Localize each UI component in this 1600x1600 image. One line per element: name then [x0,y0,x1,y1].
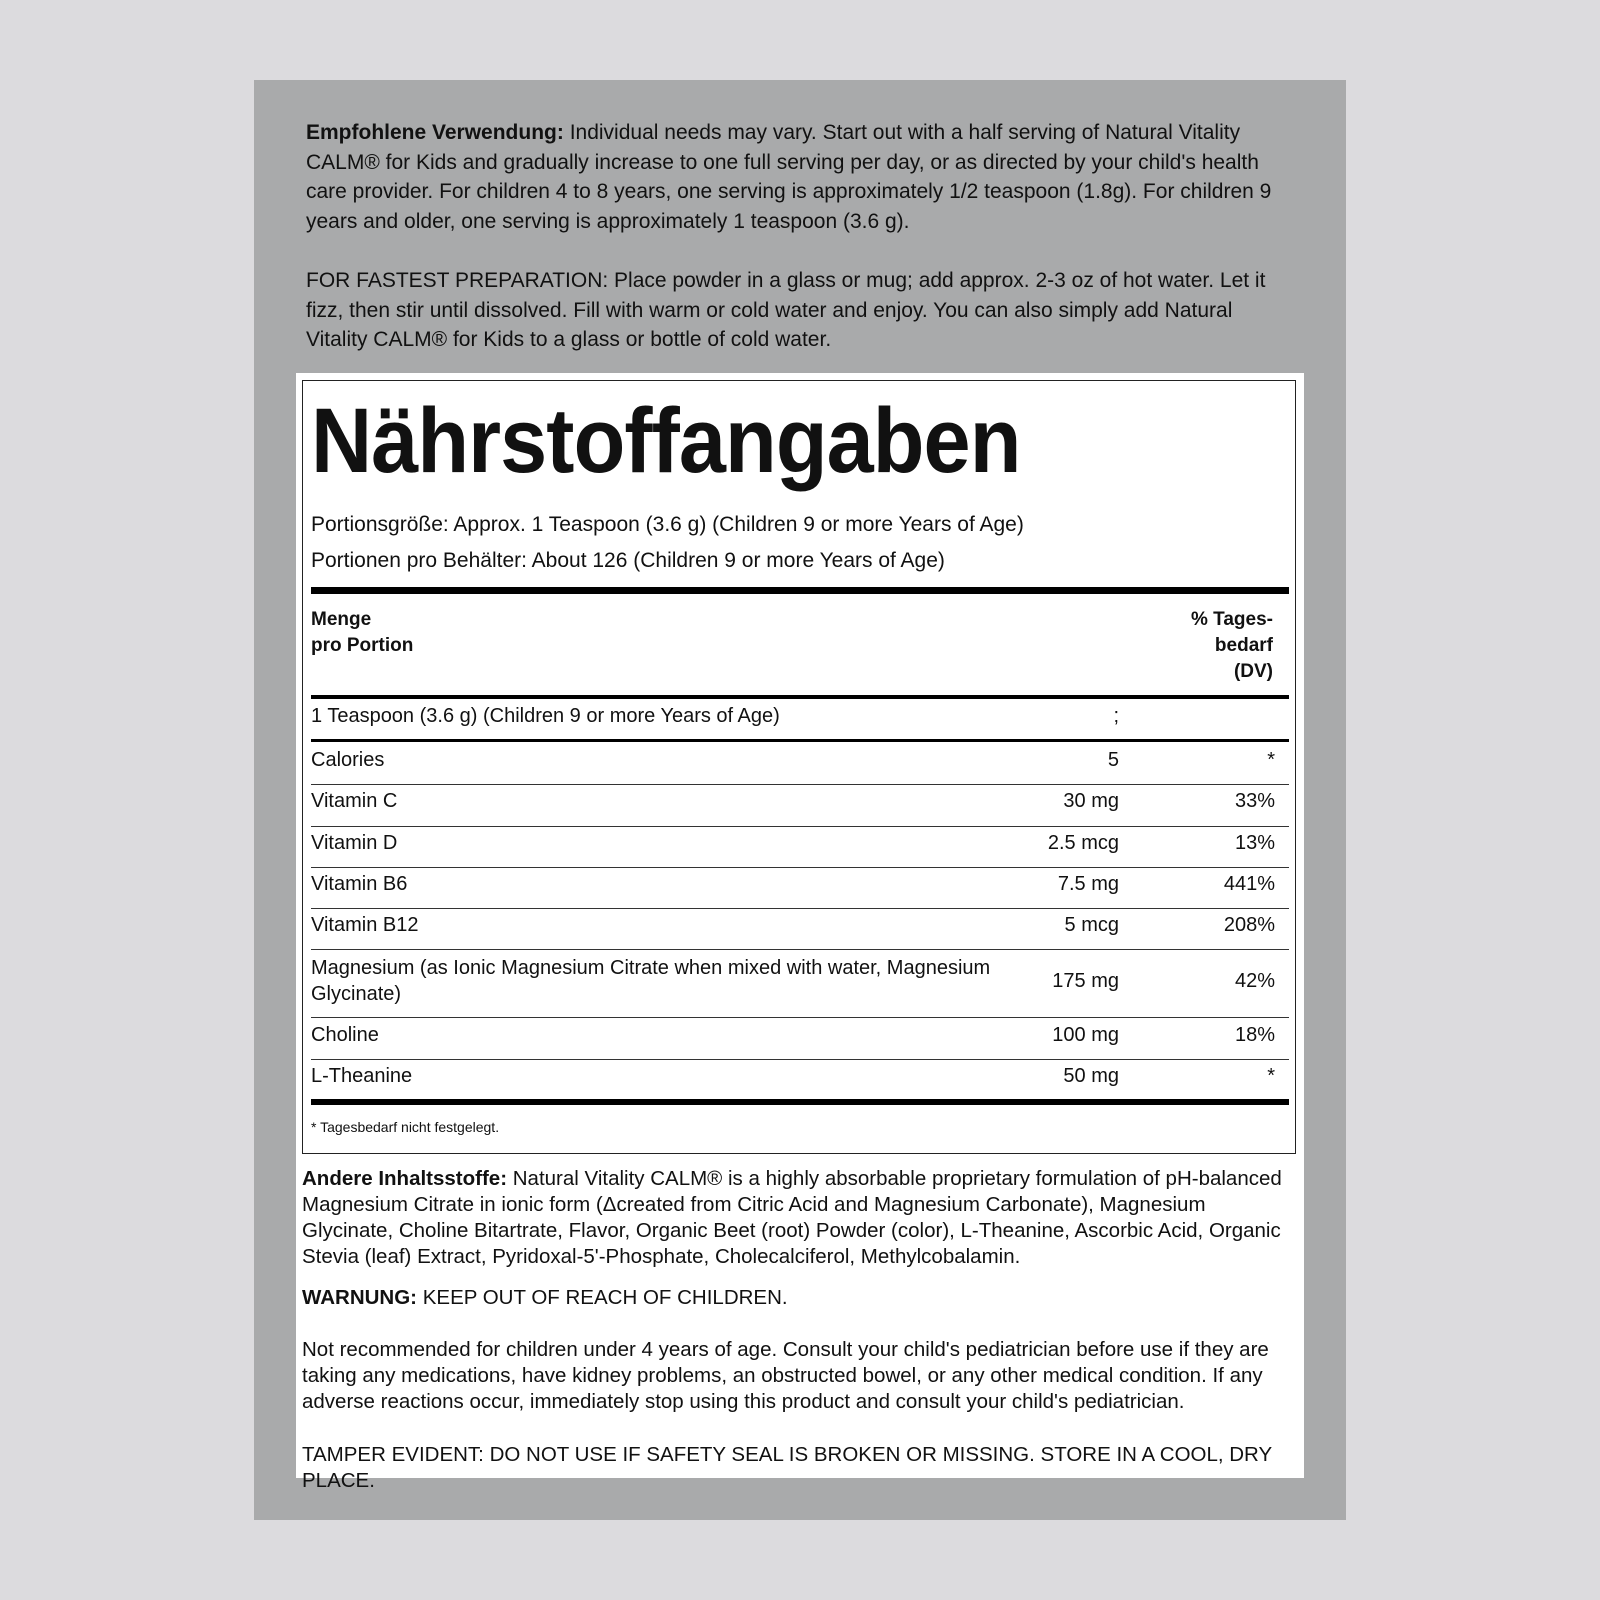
row-divider [311,1017,1289,1018]
header-dv-line3: (DV) [1233,661,1273,682]
servings-per-container: Portionen pro Behälter: About 126 (Children 9 or more Years of Age) [311,549,945,572]
row-divider [311,908,1289,909]
directions-paragraph [306,118,1296,236]
tamper-notice: TAMPER EVIDENT: DO NOT USE IF SAFETY SEAL IS BROKEN OR MISSING. STORE IN A COOL, DRY PLACE. [302,1443,1272,1492]
nutrient-name-line2: Glycinate) [311,983,402,1005]
other-ingredients-text: Natural Vitality CALM® is a highly absorbable proprietary formulation of pH-balanced Magnesium Citrate in ionic form (Δcreated from Citric Acid and Magnesium Carbonate), Magnesium Glycinate, Choline Bitartrate, Flavor, Organic Beet (root) Powder (color), L-Theanine, Ascorbic Acid, Organic Stevia (leaf) Extract, Pyridoxal-5'-Phosphate, Cholecalciferol, Methylcobalamin. [302,1167,1282,1268]
nutrient-name: Vitamin B12 [311,914,419,936]
nutrient-amount: 7.5 mg [1057,873,1119,895]
nutrient-name: Choline [311,1024,379,1046]
nutrient-amount: 175 mg [1052,970,1119,992]
nutrient-amount: 100 mg [1052,1024,1119,1046]
preparation-paragraph: FOR FASTEST PREPARATION: Place powder in a glass or mug; add approx. 2-3 oz of hot water. Let it fizz, then stir until dissolved. Fill with warm or cold water and enjoy. You can also simply add Natural Vitality CALM® for Kids to a glass or bottle of cold water. [306,269,1266,351]
header-amount [311,607,413,659]
other-ingredients [302,1166,1302,1270]
nutrient-name: Calories [311,749,385,771]
header-amount-line2: pro Portion [311,635,414,656]
header-dv [1191,607,1273,685]
subheader-label: 1 Teaspoon (3.6 g) (Children 9 or more Years of Age) [311,705,780,727]
rule-medium [311,695,1289,699]
nutrient-name [311,955,990,1007]
row-divider [311,826,1289,827]
nutrient-name: Vitamin B6 [311,873,408,895]
warning [302,1285,1302,1311]
nutrient-dv: * [1267,1065,1275,1087]
directions-label: Empfohlene Verwendung: [306,121,564,144]
subheader-value: ; [1113,705,1119,727]
nutrient-name: Vitamin C [311,790,398,812]
nutrient-dv: 441% [1223,873,1275,895]
nutrient-amount: 5 [1107,749,1119,771]
nutrient-amount: 5 mcg [1064,914,1119,936]
footnote: * Tagesbedarf nicht festgelegt. [311,1119,500,1135]
row-divider [311,784,1289,785]
nutrition-facts-box [302,380,1296,1154]
nutrient-amount: 2.5 mcg [1047,832,1119,854]
nutrient-name-line1: Magnesium (as Ionic Magnesium Citrate when mixed with water, Magnesium [311,957,991,979]
nutrient-dv: * [1267,749,1275,771]
row-divider [311,949,1289,950]
nutrient-name: Vitamin D [311,832,398,854]
row-divider [311,1059,1289,1060]
directions-text: Individual needs may vary. Start out with a half serving of Natural Vitality CALM® for Kids and gradually increase to one full serving per day, or as directed by your child's health care provider. For children 4 to 8 years, one serving is approximately 1/2 teaspoon (1.8g). For children 9 years and older, one serving is approximately 1 teaspoon (3.6 g). [306,121,1272,233]
header-dv-line1: % Tages- [1190,609,1273,630]
serving-size: Portionsgröße: Approx. 1 Teaspoon (3.6 g) (Children 9 or more Years of Age) [311,513,1024,536]
warning-text: KEEP OUT OF REACH OF CHILDREN. [422,1286,788,1309]
warning-details: Not recommended for children under 4 years of age. Consult your child's pediatrician before use if they are taking any medications, have kidney problems, an obstructed bowel, or any other medical condition. If any adverse reactions occur, immediately stop using this product and consult your child's pediatrician. [302,1338,1269,1413]
nutrient-amount: 50 mg [1063,1065,1119,1087]
row-divider [311,867,1289,868]
nutrient-amount: 30 mg [1063,790,1119,812]
nutrient-dv: 33% [1234,790,1275,812]
nutrient-name: L-Theanine [311,1065,413,1087]
nutrient-dv: 18% [1234,1024,1275,1046]
header-dv-line2: bedarf [1214,635,1273,656]
nutrient-dv: 42% [1234,970,1275,992]
nutrient-dv: 13% [1234,832,1275,854]
nutrient-dv: 208% [1223,914,1275,936]
facts-title: Nährstoffangaben [311,390,1021,492]
rule-thick [311,1099,1289,1105]
warning-label: WARNUNG: [302,1286,418,1309]
header-amount-line1: Menge [311,609,372,630]
other-ingredients-label: Andere Inhaltsstoffe: [302,1167,508,1190]
rule-medium [311,739,1289,742]
rule-thick [311,587,1289,594]
directions-block [306,118,1296,355]
